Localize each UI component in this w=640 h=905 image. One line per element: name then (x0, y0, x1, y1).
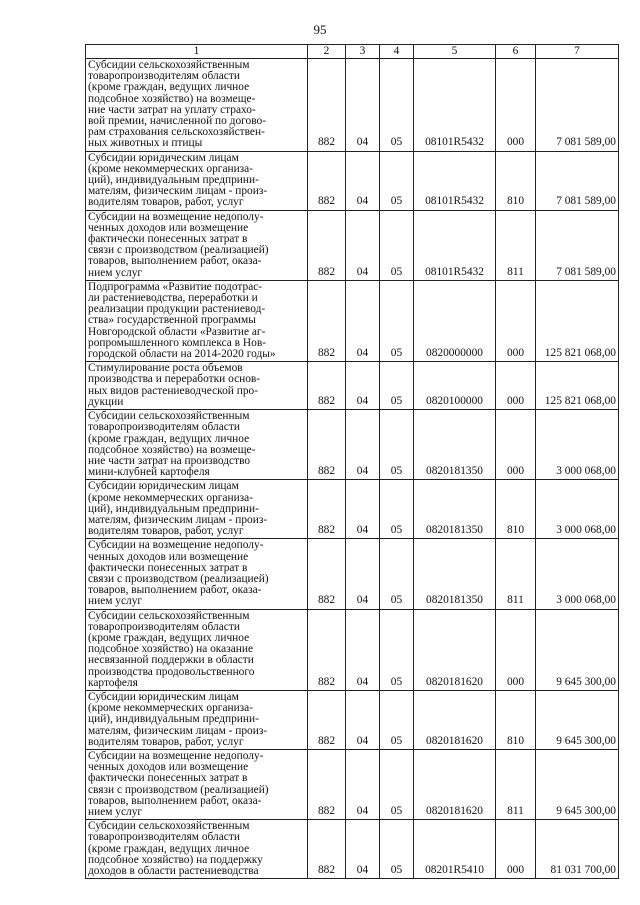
cell-section: 04 (346, 749, 380, 819)
table-row (86, 749, 619, 819)
cell-subsection: 05 (380, 410, 414, 480)
row-description: Субсидии на возмещение недополу- ченных доходов или возмещение фактически понесенных затрат в связи с производством (реализацией) товаров, выполнением работ, оказа- нием услуг (86, 539, 308, 609)
cell-expense-type: 811 (496, 210, 536, 280)
row-description: Субсидии сельскохозяйственным товаропроизводителям области (кроме граждан, ведущих личное подсобное хозяйство) на поддержку доходов в области растениеводства (86, 820, 308, 879)
cell-amount: 7 081 589,00 (536, 151, 619, 210)
cell-amount: 3 000 068,00 (536, 539, 619, 609)
cell-amount: 9 645 300,00 (536, 749, 619, 819)
cell-target-code: 0820000000 (414, 280, 496, 361)
cell-section: 04 (346, 609, 380, 690)
budget-table (85, 44, 619, 879)
cell-section: 04 (346, 410, 380, 480)
cell-amount: 9 645 300,00 (536, 690, 619, 749)
cell-subsection: 05 (380, 480, 414, 539)
cell-section: 04 (346, 362, 380, 410)
table-row (86, 59, 619, 152)
cell-expense-type: 811 (496, 749, 536, 819)
cell-expense-type: 000 (496, 280, 536, 361)
table-row (86, 210, 619, 280)
cell-target-code: 0820181350 (414, 410, 496, 480)
page-number: 95 (313, 22, 327, 37)
row-description: Субсидии на возмещение недополу- ченных доходов или возмещение фактически понесенных затрат в связи с производством (реализацией) товаров, выполнением работ, оказа- нием услуг (86, 749, 308, 819)
row-description: Субсидии юридическим лицам (кроме некоммерческих организа- ций), индивидуальным предприни- мателям, физическим лицам - произ- водителям товаров, работ, услуг (86, 690, 308, 749)
table-row (86, 480, 619, 539)
cell-section: 04 (346, 210, 380, 280)
cell-amount: 7 081 589,00 (536, 210, 619, 280)
header-col-6: 6 (496, 45, 536, 59)
cell-amount: 3 000 068,00 (536, 480, 619, 539)
cell-section: 04 (346, 820, 380, 879)
cell-target-code: 0820181350 (414, 539, 496, 609)
cell-subsection: 05 (380, 609, 414, 690)
cell-expense-type: 810 (496, 151, 536, 210)
row-description: Субсидии юридическим лицам (кроме некоммерческих организа- ций), индивидуальным предприни- мателям, физическим лицам - произ- водителям товаров, работ, услуг (86, 151, 308, 210)
table-row (86, 362, 619, 410)
cell-target-code: 0820181620 (414, 609, 496, 690)
cell-target-code: 0820100000 (414, 362, 496, 410)
cell-expense-type: 000 (496, 362, 536, 410)
cell-subsection: 05 (380, 749, 414, 819)
table-row (86, 151, 619, 210)
cell-ministry: 882 (308, 820, 346, 879)
cell-subsection: 05 (380, 690, 414, 749)
header-col-3: 3 (346, 45, 380, 59)
row-description: Субсидии сельскохозяйственным товаропроизводителям области (кроме граждан, ведущих личное подсобное хозяйство) на возмеще- ние части затрат на уплату страхо- вой премии, начисленной по догово- рам страхования сельскохозяйствен- ных животных и птицы (86, 59, 308, 152)
cell-ministry: 882 (308, 59, 346, 152)
table-row (86, 820, 619, 879)
cell-subsection: 05 (380, 820, 414, 879)
cell-target-code: 0820181620 (414, 690, 496, 749)
cell-expense-type: 810 (496, 480, 536, 539)
header-col-2: 2 (308, 45, 346, 59)
header-col-7: 7 (536, 45, 619, 59)
cell-section: 04 (346, 59, 380, 152)
cell-ministry: 882 (308, 210, 346, 280)
header-col-4: 4 (380, 45, 414, 59)
cell-amount: 81 031 700,00 (536, 820, 619, 879)
cell-target-code: 08101R5432 (414, 59, 496, 152)
cell-amount: 125 821 068,00 (536, 280, 619, 361)
cell-expense-type: 810 (496, 690, 536, 749)
table-row (86, 539, 619, 609)
cell-ministry: 882 (308, 280, 346, 361)
cell-ministry: 882 (308, 690, 346, 749)
cell-amount: 9 645 300,00 (536, 609, 619, 690)
row-description: Субсидии сельскохозяйственным товаропроизводителям области (кроме граждан, ведущих личное подсобное хозяйство) на оказание несвязанной поддержки в области производства продовольственного картофеля (86, 609, 308, 690)
cell-amount: 7 081 589,00 (536, 59, 619, 152)
cell-section: 04 (346, 280, 380, 361)
cell-target-code: 0820181620 (414, 749, 496, 819)
cell-subsection: 05 (380, 362, 414, 410)
header-row (86, 45, 619, 59)
cell-amount: 125 821 068,00 (536, 362, 619, 410)
cell-ministry: 882 (308, 749, 346, 819)
table-row (86, 690, 619, 749)
cell-ministry: 882 (308, 609, 346, 690)
cell-expense-type: 811 (496, 539, 536, 609)
cell-ministry: 882 (308, 151, 346, 210)
cell-section: 04 (346, 480, 380, 539)
cell-subsection: 05 (380, 539, 414, 609)
cell-target-code: 08101R5432 (414, 210, 496, 280)
header-col-1: 1 (86, 45, 308, 59)
cell-ministry: 882 (308, 539, 346, 609)
cell-expense-type: 000 (496, 59, 536, 152)
cell-section: 04 (346, 539, 380, 609)
cell-expense-type: 000 (496, 820, 536, 879)
cell-ministry: 882 (308, 480, 346, 539)
cell-subsection: 05 (380, 280, 414, 361)
cell-target-code: 0820181350 (414, 480, 496, 539)
cell-expense-type: 000 (496, 410, 536, 480)
cell-subsection: 05 (380, 151, 414, 210)
cell-ministry: 882 (308, 410, 346, 480)
row-description: Субсидии сельскохозяйственным товаропроизводителям области (кроме граждан, ведущих личное подсобное хозяйство) на возмеще- ние части затрат на производство мини-клубней картофеля (86, 410, 308, 480)
cell-subsection: 05 (380, 59, 414, 152)
table-row (86, 410, 619, 480)
cell-expense-type: 000 (496, 609, 536, 690)
row-description: Субсидии юридическим лицам (кроме некоммерческих организа- ций), индивидуальным предприни- мателям, физическим лицам - произ- водителям товаров, работ, услуг (86, 480, 308, 539)
cell-section: 04 (346, 690, 380, 749)
cell-amount: 3 000 068,00 (536, 410, 619, 480)
row-description: Стимулирование роста объемов производства и переработки основ- ных видов растениеводческой про- дукции (86, 362, 308, 410)
cell-subsection: 05 (380, 210, 414, 280)
row-description: Подпрограмма «Развитие подотрас- ли растениеводства, переработки и реализации продукции растениевод- ства» государственной программы Новгородской области «Развитие аг- ропромышленного комплекса в Нов- городской области на 2014-2020 годы» (86, 280, 308, 361)
cell-ministry: 882 (308, 362, 346, 410)
header-col-5: 5 (414, 45, 496, 59)
cell-section: 04 (346, 151, 380, 210)
cell-target-code: 08101R5432 (414, 151, 496, 210)
table-row (86, 609, 619, 690)
row-description: Субсидии на возмещение недополу- ченных доходов или возмещение фактически понесенных затрат в связи с производством (реализацией) товаров, выполнением работ, оказа- нием услуг (86, 210, 308, 280)
table-row (86, 280, 619, 361)
cell-target-code: 08201R5410 (414, 820, 496, 879)
